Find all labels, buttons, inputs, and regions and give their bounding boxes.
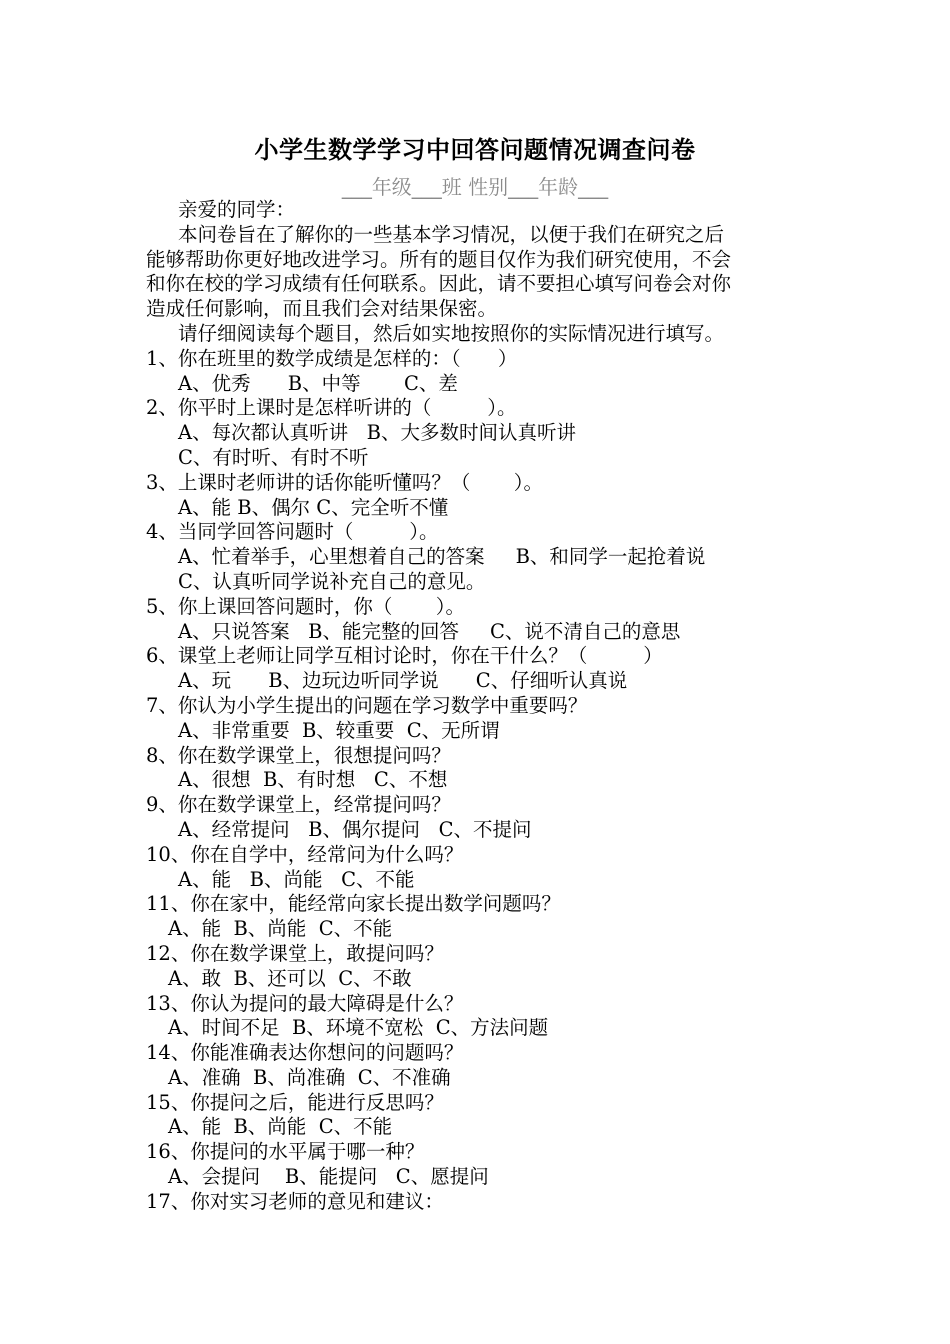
question-4: 4、当同学回答问题时（ ）。 <box>146 520 439 544</box>
question-4-options: A、忙着举手，心里想着自己的答案 B、和同学一起抢着说 <box>178 545 706 569</box>
question-12-options: A、敢 B、还可以 C、不敢 <box>168 966 412 990</box>
question-16-options: A、会提问 B、能提问 C、愿提问 <box>168 1165 489 1189</box>
question-5-options: A、只说答案 B、能完整的回答 C、说不清自己的意思 <box>178 619 681 643</box>
instruction: 请仔细阅读每个题目，然后如实地按照你的实际情况进行填写。 <box>178 321 725 345</box>
question-9-options: A、经常提问 B、偶尔提问 C、不提问 <box>178 817 532 841</box>
question-9: 9、你在数学课堂上，经常提问吗？ <box>146 793 451 817</box>
question-14-options: A、准确 B、尚准确 C、不准确 <box>168 1065 451 1089</box>
question-1-options: A、优秀 B、中等 C、差 <box>178 371 458 395</box>
question-8-options: A、很想 B、有时想 C、不想 <box>178 768 448 792</box>
question-3: 3、上课时老师讲的话你能听懂吗？（ ）。 <box>146 470 544 494</box>
question-11-options: A、能 B、尚能 C、不能 <box>168 917 393 941</box>
question-15-options: A、能 B、尚能 C、不能 <box>168 1115 393 1139</box>
question-12: 12、你在数学课堂上，敢提问吗？ <box>146 941 444 965</box>
question-2-options: C、有时听、有时不听 <box>178 445 369 469</box>
question-8: 8、你在数学课堂上，很想提问吗？ <box>146 743 451 767</box>
question-10: 10、你在自学中，经常问为什么吗？ <box>146 842 464 866</box>
question-3-options: A、能 B、偶尔 C、完全听不懂 <box>178 495 449 519</box>
question-10-options: A、能 B、尚能 C、不能 <box>178 867 415 891</box>
question-2-options: A、每次都认真听讲 B、大多数时间认真听讲 <box>178 421 577 445</box>
intro-paragraph-line: 能够帮助你更好地改进学习。所有的题目仅作为我们研究使用，不会 <box>146 247 732 271</box>
question-1: 1、你在班里的数学成绩是怎样的：（ ） <box>146 346 518 370</box>
question-16: 16、你提问的水平属于哪一种？ <box>146 1140 425 1164</box>
page-title: 小学生数学学习中回答问题情况调查问卷 <box>254 136 696 164</box>
question-15: 15、你提问之后，能进行反思吗？ <box>146 1090 444 1114</box>
greeting: 亲爱的同学： <box>178 198 296 221</box>
intro-paragraph-line: 造成任何影响，而且我们会对结果保密。 <box>146 297 498 321</box>
question-13: 13、你认为提问的最大障碍是什么？ <box>146 991 464 1015</box>
question-11: 11、你在家中，能经常向家长提出数学问题吗？ <box>146 892 561 916</box>
question-17: 17、你对实习老师的意见和建议： <box>146 1189 444 1213</box>
student-info-line: ___年级___班 性别___年龄___ <box>341 175 609 199</box>
intro-paragraph-line: 本问卷旨在了解你的一些基本学习情况，以便于我们在研究之后 <box>178 222 725 246</box>
question-2: 2、你平时上课时是怎样听讲的（ ）。 <box>146 396 517 420</box>
question-5: 5、你上课回答问题时，你（ ）。 <box>146 594 466 618</box>
question-6: 6、课堂上老师让同学互相讨论时，你在干什么？（ ） <box>146 644 663 668</box>
question-6-options: A、玩 B、边玩边听同学说 C、仔细听认真说 <box>178 669 628 693</box>
question-4-options: C、认真听同学说补充自己的意见。 <box>178 569 486 593</box>
question-14: 14、你能准确表达你想问的问题吗？ <box>146 1041 464 1065</box>
question-13-options: A、时间不足 B、环境不宽松 C、方法问题 <box>168 1016 549 1040</box>
questionnaire-body <box>146 198 816 1215</box>
question-7-options: A、非常重要 B、较重要 C、无所谓 <box>178 718 500 742</box>
question-7: 7、你认为小学生提出的问题在学习数学中重要吗？ <box>146 693 588 717</box>
intro-paragraph-line: 和你在校的学习成绩有任何联系。因此，请不要担心填写问卷会对你 <box>146 272 732 296</box>
